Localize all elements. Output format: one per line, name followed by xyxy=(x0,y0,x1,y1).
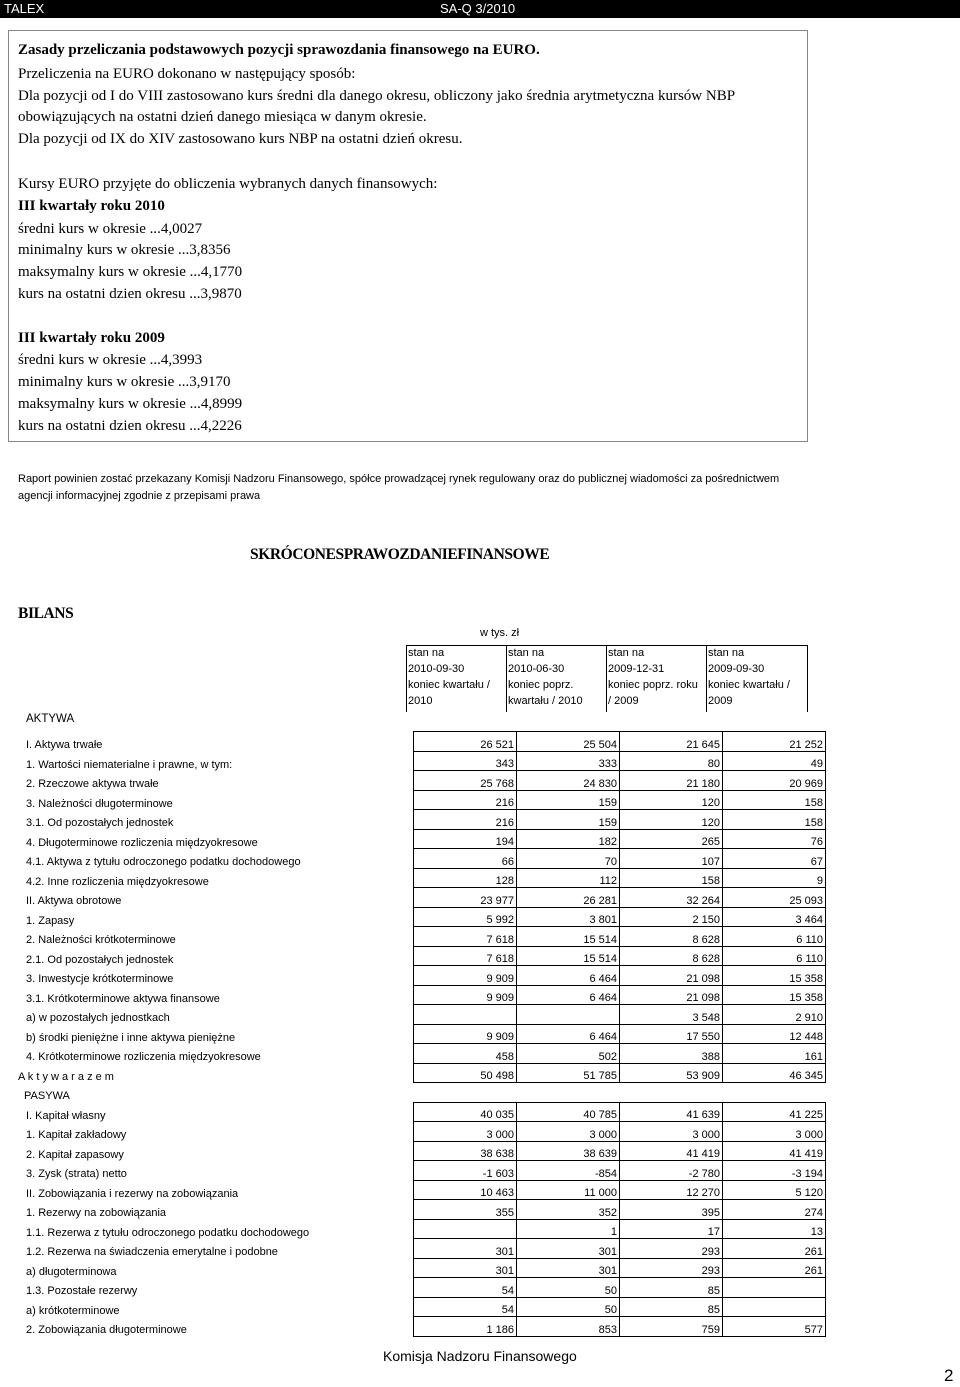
balance-sheet-body xyxy=(18,732,826,1337)
row-label: 4.2. Inne rozliczenia międzyokresowe xyxy=(26,875,209,888)
row-value: 120 xyxy=(620,810,723,830)
row-label: 3.1. Krótkoterminowe aktywa finansowe xyxy=(26,992,220,1005)
row-value: 9 909 xyxy=(414,966,517,986)
row-value: 7 618 xyxy=(414,946,517,966)
table-row xyxy=(18,1278,826,1298)
row-value: 17 xyxy=(620,1219,723,1239)
column-header-line: koniec kwartału / xyxy=(708,679,790,691)
row-value: 85 xyxy=(620,1297,723,1317)
row-label: 2. Zobowiązania długoterminowe xyxy=(26,1324,187,1336)
column-header-line: 2010-06-30 xyxy=(508,663,565,675)
row-value: 265 xyxy=(620,829,723,849)
row-value: 54 xyxy=(414,1297,517,1317)
assets-label: AKTYWA xyxy=(26,713,75,725)
rate-line: kurs na ostatni dzien okresu ...3,9870 xyxy=(18,286,242,302)
row-label: I. Aktywa trwałe xyxy=(26,739,103,751)
row-value: 80 xyxy=(620,751,723,771)
row-value: 6 464 xyxy=(517,966,620,986)
table-row xyxy=(18,732,826,752)
column-header xyxy=(706,645,808,712)
row-label: I. Kapitał własny xyxy=(26,1109,106,1122)
row-value xyxy=(723,1297,826,1317)
table-row xyxy=(18,771,826,791)
legal-note: Raport powinien zostać przekazany Komisji Nadzoru Finansowego, spółce prowadzącej rynek regulowany oraz do publicznej wiadomości za pośrednictwem agencji informacyjnej zgodnie z przepisami prawa xyxy=(18,473,780,502)
conversion-text-line: obowiązujących na ostatni dzień danego miesiąca w danym okresie. xyxy=(18,109,427,125)
row-value: 577 xyxy=(723,1317,826,1337)
row-value: 2 150 xyxy=(620,907,723,927)
table-row xyxy=(18,1200,826,1220)
row-value: 9 909 xyxy=(414,985,517,1005)
report-title: SKRÓCONESPRAWOZDANIEFINANSOWE xyxy=(250,546,550,563)
footer-text: Komisja Nadzoru Finansowego xyxy=(383,1348,577,1364)
table-row xyxy=(18,1161,826,1181)
row-value: 107 xyxy=(620,849,723,869)
row-value: 2 910 xyxy=(723,1005,826,1025)
company-name: TALEX xyxy=(4,1,45,16)
row-value: 6 464 xyxy=(517,985,620,1005)
row-value: 50 498 xyxy=(414,1063,517,1083)
row-label: 3. Inwestycje krótkoterminowe xyxy=(26,973,174,985)
row-value: 15 358 xyxy=(723,966,826,986)
row-value: 38 639 xyxy=(517,1141,620,1161)
balance-sheet-table xyxy=(18,731,826,1337)
row-value: 41 225 xyxy=(723,1102,826,1122)
row-label: 1.1. Rezerwa z tytułu odroczonego podatku dochodowego xyxy=(26,1226,310,1239)
rate-line: minimalny kurs w okresie ...3,9170 xyxy=(18,374,231,390)
row-label: 2.1. Od pozostałych jednostek xyxy=(26,953,174,966)
row-label: A k t y w a r a z e m xyxy=(18,1070,114,1083)
rate-line: średni kurs w okresie ...4,0027 xyxy=(18,221,203,237)
row-value: 161 xyxy=(723,1044,826,1064)
table-row xyxy=(18,790,826,810)
table-row xyxy=(18,868,826,888)
row-value: 853 xyxy=(517,1317,620,1337)
row-value: 85 xyxy=(620,1278,723,1298)
table-row xyxy=(18,1141,826,1161)
row-value: 293 xyxy=(620,1258,723,1278)
row-value xyxy=(414,1005,517,1025)
row-value: 352 xyxy=(517,1200,620,1220)
row-value: -2 780 xyxy=(620,1161,723,1181)
row-value: 25 504 xyxy=(517,732,620,752)
row-value xyxy=(414,1219,517,1239)
row-label: II. Aktywa obrotowe xyxy=(26,895,122,907)
row-value: 159 xyxy=(517,810,620,830)
row-value: 182 xyxy=(517,829,620,849)
row-value: 20 969 xyxy=(723,771,826,791)
row-value: 51 785 xyxy=(517,1063,620,1083)
row-value: 50 xyxy=(517,1297,620,1317)
row-value: 15 514 xyxy=(517,946,620,966)
column-header-line: koniec poprz. roku xyxy=(608,679,698,691)
row-value xyxy=(723,1083,826,1103)
column-header xyxy=(406,645,506,712)
row-value: 3 464 xyxy=(723,907,826,927)
row-value: 76 xyxy=(723,829,826,849)
rate-line: maksymalny kurs w okresie ...4,1770 xyxy=(18,264,243,280)
table-row xyxy=(18,1122,826,1142)
row-value: 274 xyxy=(723,1200,826,1220)
row-value: 216 xyxy=(414,790,517,810)
row-label: 1. Rezerwy na zobowiązania xyxy=(26,1207,167,1219)
row-value: 333 xyxy=(517,751,620,771)
row-value xyxy=(414,1083,517,1103)
row-label: a) w pozostałych jednostkach xyxy=(26,1012,170,1024)
row-value: 21 098 xyxy=(620,966,723,986)
row-label: b) środki pieniężne i inne aktywa pieniężne xyxy=(26,1031,236,1044)
column-header-line: koniec kwartału / xyxy=(408,679,490,691)
row-value: 12 448 xyxy=(723,1024,826,1044)
row-value: 7 618 xyxy=(414,927,517,947)
row-value: 32 264 xyxy=(620,888,723,908)
row-value: 15 358 xyxy=(723,985,826,1005)
column-header-line: / 2009 xyxy=(608,695,639,707)
row-value: 3 000 xyxy=(620,1122,723,1142)
row-label: a) długoterminowa xyxy=(26,1265,117,1278)
row-value: 24 830 xyxy=(517,771,620,791)
column-header-line: kwartału / 2010 xyxy=(508,695,583,707)
row-value: 216 xyxy=(414,810,517,830)
row-value: 41 419 xyxy=(723,1141,826,1161)
row-value: 38 638 xyxy=(414,1141,517,1161)
row-value: 21 180 xyxy=(620,771,723,791)
row-value: 301 xyxy=(414,1239,517,1259)
row-value: 13 xyxy=(723,1219,826,1239)
row-value: 12 270 xyxy=(620,1180,723,1200)
document-header-bar xyxy=(0,0,960,18)
table-row xyxy=(18,829,826,849)
row-value: 8 628 xyxy=(620,946,723,966)
row-value: 128 xyxy=(414,868,517,888)
row-label: PASYWA xyxy=(24,1090,70,1102)
table-row xyxy=(18,1024,826,1044)
conversion-text-line: Dla pozycji od IX do XIV zastosowano kurs NBP na ostatni dzień okresu. xyxy=(18,131,463,147)
row-value xyxy=(723,1278,826,1298)
row-value: 3 548 xyxy=(620,1005,723,1025)
row-label: 1.3. Pozostałe rezerwy xyxy=(26,1285,138,1297)
rates-intro: Kursy EURO przyjęte do obliczenia wybranych danych finansowych: xyxy=(18,176,438,192)
row-value: 6 110 xyxy=(723,946,826,966)
column-header-line: 2010-09-30 xyxy=(408,663,465,675)
row-label: II. Zobowiązania i rezerwy na zobowiązania xyxy=(26,1187,239,1200)
table-row xyxy=(18,1102,826,1122)
row-label: 3. Zysk (strata) netto xyxy=(26,1168,127,1180)
row-value: 40 785 xyxy=(517,1102,620,1122)
row-label: 1. Zapasy xyxy=(26,914,75,927)
table-row xyxy=(18,1063,826,1083)
row-value: 759 xyxy=(620,1317,723,1337)
table-row xyxy=(18,907,826,927)
table-section-row xyxy=(18,1083,826,1103)
row-value: 54 xyxy=(414,1278,517,1298)
row-value: 5 120 xyxy=(723,1180,826,1200)
row-value: 261 xyxy=(723,1258,826,1278)
row-label: a) krótkoterminowe xyxy=(26,1304,120,1317)
row-value: 8 628 xyxy=(620,927,723,947)
table-row xyxy=(18,1005,826,1025)
row-value: 9 xyxy=(723,868,826,888)
table-row xyxy=(18,927,826,947)
conversion-text-line: Przeliczenia na EURO dokonano w następujący sposób: xyxy=(18,66,356,82)
row-value: 3 000 xyxy=(517,1122,620,1142)
row-value: 120 xyxy=(620,790,723,810)
period-heading: III kwartały roku 2010 xyxy=(18,198,165,214)
row-value xyxy=(517,1083,620,1103)
row-value: 1 xyxy=(517,1219,620,1239)
row-value: 11 000 xyxy=(517,1180,620,1200)
row-value: 21 252 xyxy=(723,732,826,752)
rate-line: średni kurs w okresie ...4,3993 xyxy=(18,352,203,368)
row-label: 2. Rzeczowe aktywa trwałe xyxy=(26,778,159,790)
row-value: 355 xyxy=(414,1200,517,1220)
row-value: 26 521 xyxy=(414,732,517,752)
column-header-line: 2009 xyxy=(708,695,733,707)
row-value: 66 xyxy=(414,849,517,869)
row-value: 112 xyxy=(517,868,620,888)
column-header-line: stan na xyxy=(408,647,445,659)
row-value: 15 514 xyxy=(517,927,620,947)
period-heading: III kwartały roku 2009 xyxy=(18,330,165,346)
row-value: -3 194 xyxy=(723,1161,826,1181)
row-label: 1. Wartości niematerialne i prawne, w tym: xyxy=(26,758,233,771)
table-row xyxy=(18,1219,826,1239)
table-row xyxy=(18,1044,826,1064)
column-header-line: koniec poprz. xyxy=(508,679,574,691)
conversion-text-line: Dla pozycji od I do VIII zastosowano kurs średni dla danego okresu, obliczony jako średnia arytmetyczna kursów NBP xyxy=(18,88,736,104)
row-value: 458 xyxy=(414,1044,517,1064)
conversion-title: Zasady przeliczania podstawowych pozycji sprawozdania finansowego na EURO. xyxy=(18,42,540,58)
row-label: 3.1. Od pozostałych jednostek xyxy=(26,817,174,829)
row-label: 4. Długoterminowe rozliczenia międzyokresowe xyxy=(26,836,258,849)
table-row xyxy=(18,1317,826,1337)
row-value: 67 xyxy=(723,849,826,869)
row-value: 23 977 xyxy=(414,888,517,908)
row-value: 194 xyxy=(414,829,517,849)
row-value: 1 186 xyxy=(414,1317,517,1337)
table-row xyxy=(18,1258,826,1278)
row-value: 301 xyxy=(517,1239,620,1259)
column-header xyxy=(606,645,706,712)
column-header-line: 2009-12-31 xyxy=(608,663,665,675)
row-value: 25 093 xyxy=(723,888,826,908)
row-value: 21 098 xyxy=(620,985,723,1005)
column-header-line: 2009-09-30 xyxy=(708,663,765,675)
row-label: 2. Kapitał zapasowy xyxy=(26,1148,124,1161)
row-label: 1.2. Rezerwa na świadczenia emerytalne i podobne xyxy=(26,1246,278,1258)
column-header-line: stan na xyxy=(508,647,545,659)
row-value: 3 000 xyxy=(723,1122,826,1142)
row-value: 53 909 xyxy=(620,1063,723,1083)
table-row xyxy=(18,966,826,986)
row-value: 158 xyxy=(723,810,826,830)
row-value: 41 419 xyxy=(620,1141,723,1161)
table-row xyxy=(18,849,826,869)
row-value: -1 603 xyxy=(414,1161,517,1181)
row-value: 158 xyxy=(620,868,723,888)
row-value: 50 xyxy=(517,1278,620,1298)
row-value: 388 xyxy=(620,1044,723,1064)
row-value: 21 645 xyxy=(620,732,723,752)
row-value: 46 345 xyxy=(723,1063,826,1083)
column-header xyxy=(506,645,606,712)
column-header-line: stan na xyxy=(708,647,745,659)
table-row xyxy=(18,751,826,771)
column-header-line: 2010 xyxy=(408,695,433,707)
row-value: 17 550 xyxy=(620,1024,723,1044)
row-value: 6 464 xyxy=(517,1024,620,1044)
row-value: 9 909 xyxy=(414,1024,517,1044)
row-value: 25 768 xyxy=(414,771,517,791)
row-value: 158 xyxy=(723,790,826,810)
row-value xyxy=(620,1083,723,1103)
row-label: 4. Krótkoterminowe rozliczenia międzyokresowe xyxy=(26,1051,261,1063)
table-row xyxy=(18,985,826,1005)
row-value: 293 xyxy=(620,1239,723,1259)
rate-line: maksymalny kurs w okresie ...4,8999 xyxy=(18,396,243,412)
row-value xyxy=(517,1005,620,1025)
table-row xyxy=(18,1180,826,1200)
row-value: 5 992 xyxy=(414,907,517,927)
row-value: 159 xyxy=(517,790,620,810)
table-row xyxy=(18,1297,826,1317)
table-row xyxy=(18,888,826,908)
row-value: 6 110 xyxy=(723,927,826,947)
row-value: 343 xyxy=(414,751,517,771)
row-value: 41 639 xyxy=(620,1102,723,1122)
row-value: -854 xyxy=(517,1161,620,1181)
rate-line: minimalny kurs w okresie ...3,8356 xyxy=(18,242,231,258)
rate-line: kurs na ostatni dzien okresu ...4,2226 xyxy=(18,418,242,434)
row-value: 3 000 xyxy=(414,1122,517,1142)
table-row xyxy=(18,810,826,830)
row-value: 3 801 xyxy=(517,907,620,927)
row-value: 395 xyxy=(620,1200,723,1220)
row-value: 301 xyxy=(517,1258,620,1278)
page-number: 2 xyxy=(944,1366,954,1385)
table-row xyxy=(18,946,826,966)
row-label: 2. Należności krótkoterminowe xyxy=(26,934,176,946)
row-value: 26 281 xyxy=(517,888,620,908)
row-label: 3. Należności długoterminowe xyxy=(26,797,173,810)
row-label: 4.1. Aktywa z tytułu odroczonego podatku dochodowego xyxy=(26,856,301,868)
balance-sheet-title: BILANS xyxy=(18,605,74,622)
row-value: 70 xyxy=(517,849,620,869)
row-value: 261 xyxy=(723,1239,826,1259)
table-row xyxy=(18,1239,826,1259)
row-value: 49 xyxy=(723,751,826,771)
row-value: 10 463 xyxy=(414,1180,517,1200)
row-value: 502 xyxy=(517,1044,620,1064)
row-value: 301 xyxy=(414,1258,517,1278)
row-value: 40 035 xyxy=(414,1102,517,1122)
report-code: SA-Q 3/2010 xyxy=(440,1,516,16)
row-label: 1. Kapitał zakładowy xyxy=(26,1129,127,1141)
unit-label: w tys. zł xyxy=(480,627,520,639)
column-header-line: stan na xyxy=(608,647,645,659)
